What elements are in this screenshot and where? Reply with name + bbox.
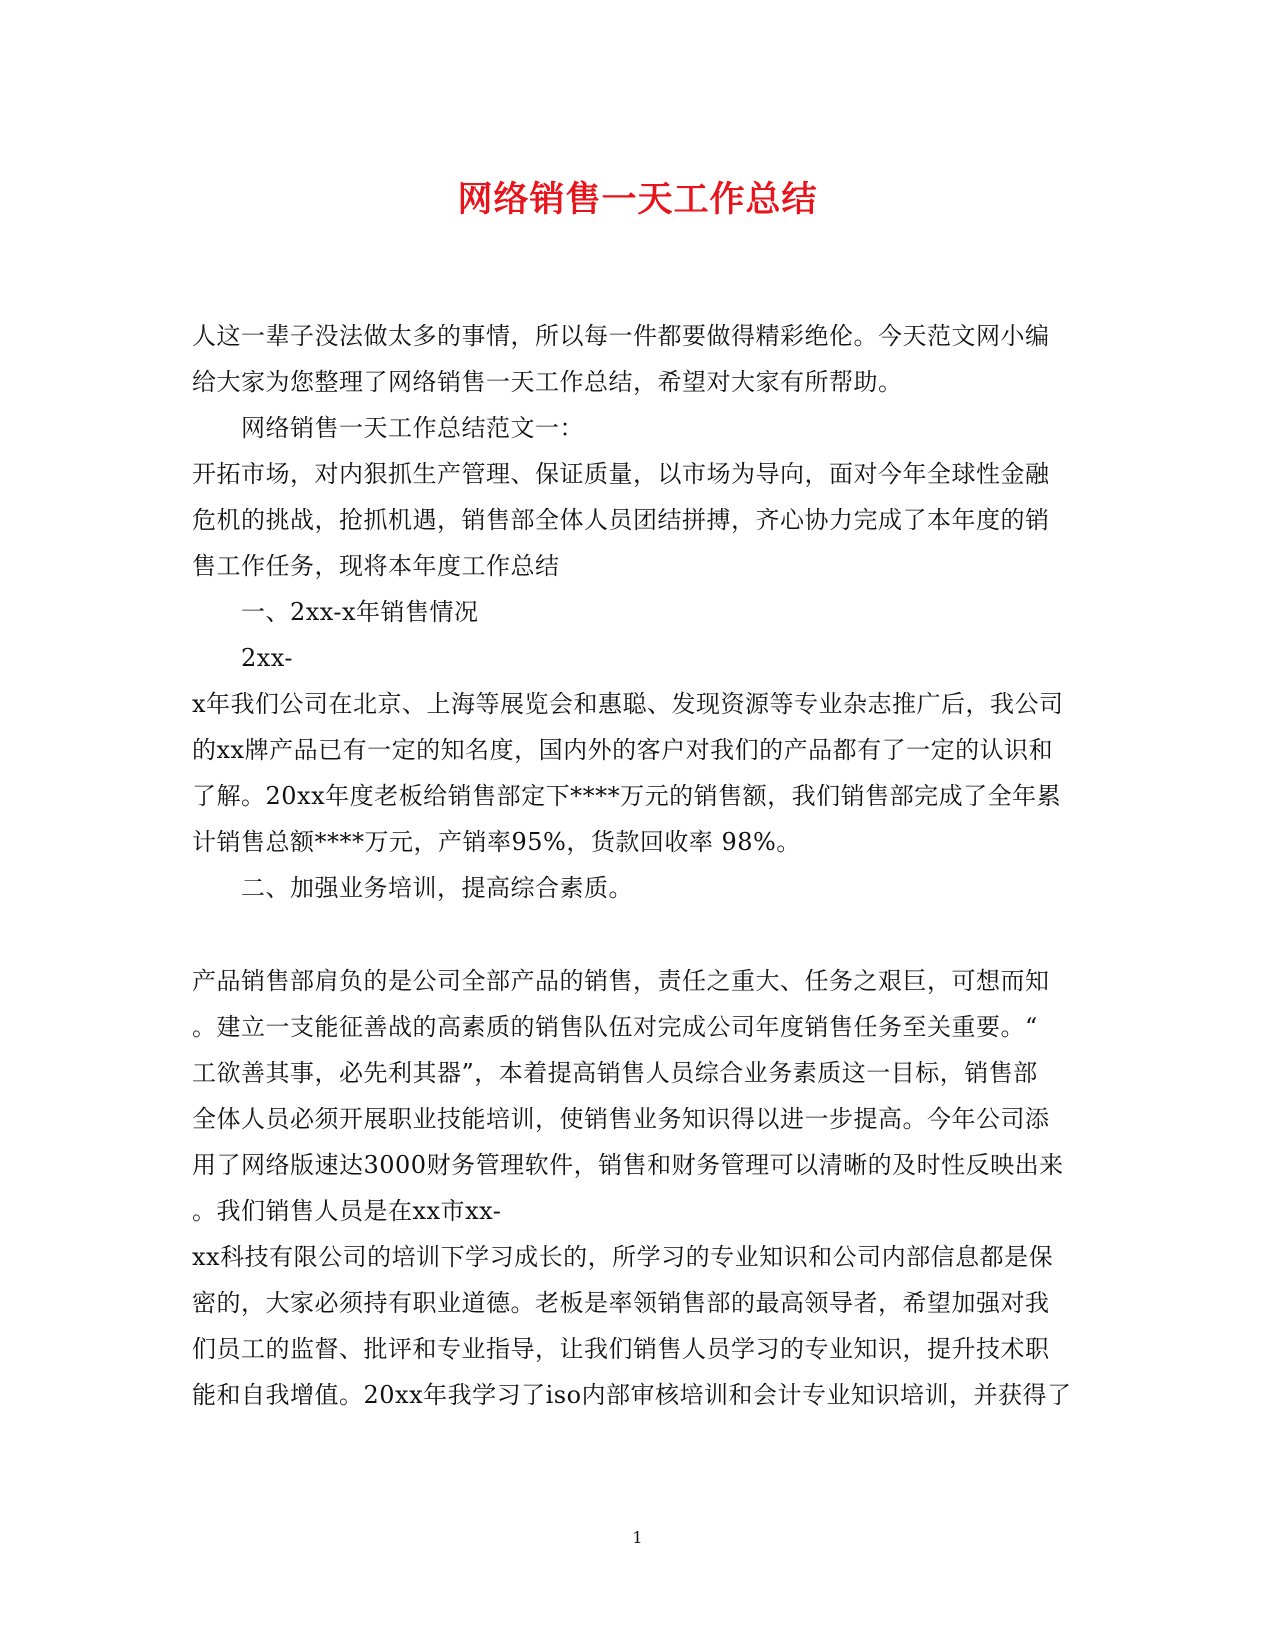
text-line: xx科技有限公司的培训下学习成长的，所学习的专业知识和公司内部信息都是保 bbox=[192, 1243, 1054, 1271]
text-line: 了解。20xx年度老板给销售部定下****万元的销售额，我们销售部完成了全年累 bbox=[192, 782, 1062, 810]
text-line: 。建立一支能征善战的高素质的销售队伍对完成公司年度销售任务至关重要。“ bbox=[192, 1013, 1038, 1041]
section-heading: 网络销售一天工作总结范文一： bbox=[241, 414, 584, 442]
text-line: x年我们公司在北京、上海等展览会和惠聪、发现资源等专业杂志推广后，我公司 bbox=[192, 690, 1064, 718]
text-line: 开拓市场，对内狠抓生产管理、保证质量，以市场为导向，面对今年全球性金融 bbox=[192, 460, 1050, 488]
text-line: 计销售总额****万元，产销率95%，货款回收率 98%。 bbox=[192, 828, 801, 856]
text-line: 危机的挑战，抢抓机遇，销售部全体人员团结拼搏，齐心协力完成了本年度的销 bbox=[192, 506, 1050, 534]
text-line: 密的，大家必须持有职业道德。老板是率领销售部的最高领导者，希望加强对我 bbox=[192, 1289, 1050, 1317]
page-number: 1 bbox=[632, 1528, 643, 1547]
section-heading: 一、2xx-x年销售情况 bbox=[241, 598, 479, 626]
text-line: 们员工的监督、批评和专业指导，让我们销售人员学习的专业知识，提升技术职 bbox=[192, 1335, 1050, 1363]
text-line: 能和自我增值。20xx年我学习了iso内部审核培训和会计专业知识培训，并获得了 bbox=[192, 1381, 1072, 1409]
text-line: 全体人员必须开展职业技能培训，使销售业务知识得以进一步提高。今年公司添 bbox=[192, 1105, 1050, 1133]
text-line: 产品销售部肩负的是公司全部产品的销售，责任之重大、任务之艰巨，可想而知 bbox=[192, 967, 1050, 995]
text-line: 工欲善其事，必先利其器”，本着提高销售人员综合业务素质这一目标，销售部 bbox=[192, 1059, 1038, 1087]
text-line: 的xx牌产品已有一定的知名度，国内外的客户对我们的产品都有了一定的认识和 bbox=[192, 736, 1054, 764]
text-line: 用了网络版速达3000财务管理软件，销售和财务管理可以清晰的及时性反映出来 bbox=[192, 1151, 1064, 1179]
text-line: 售工作任务，现将本年度工作总结 bbox=[192, 552, 560, 580]
text-line: 。我们销售人员是在xx市xx- bbox=[192, 1197, 502, 1225]
text-line: 人这一辈子没法做太多的事情，所以每一件都要做得精彩绝伦。今天范文网小编 bbox=[192, 322, 1050, 350]
text-line: 给大家为您整理了网络销售一天工作总结，希望对大家有所帮助。 bbox=[192, 368, 903, 396]
document-title: 网络销售一天工作总结 bbox=[457, 179, 818, 220]
text-line: 2xx- bbox=[241, 644, 294, 672]
section-heading: 二、加强业务培训，提高综合素质。 bbox=[241, 874, 633, 902]
